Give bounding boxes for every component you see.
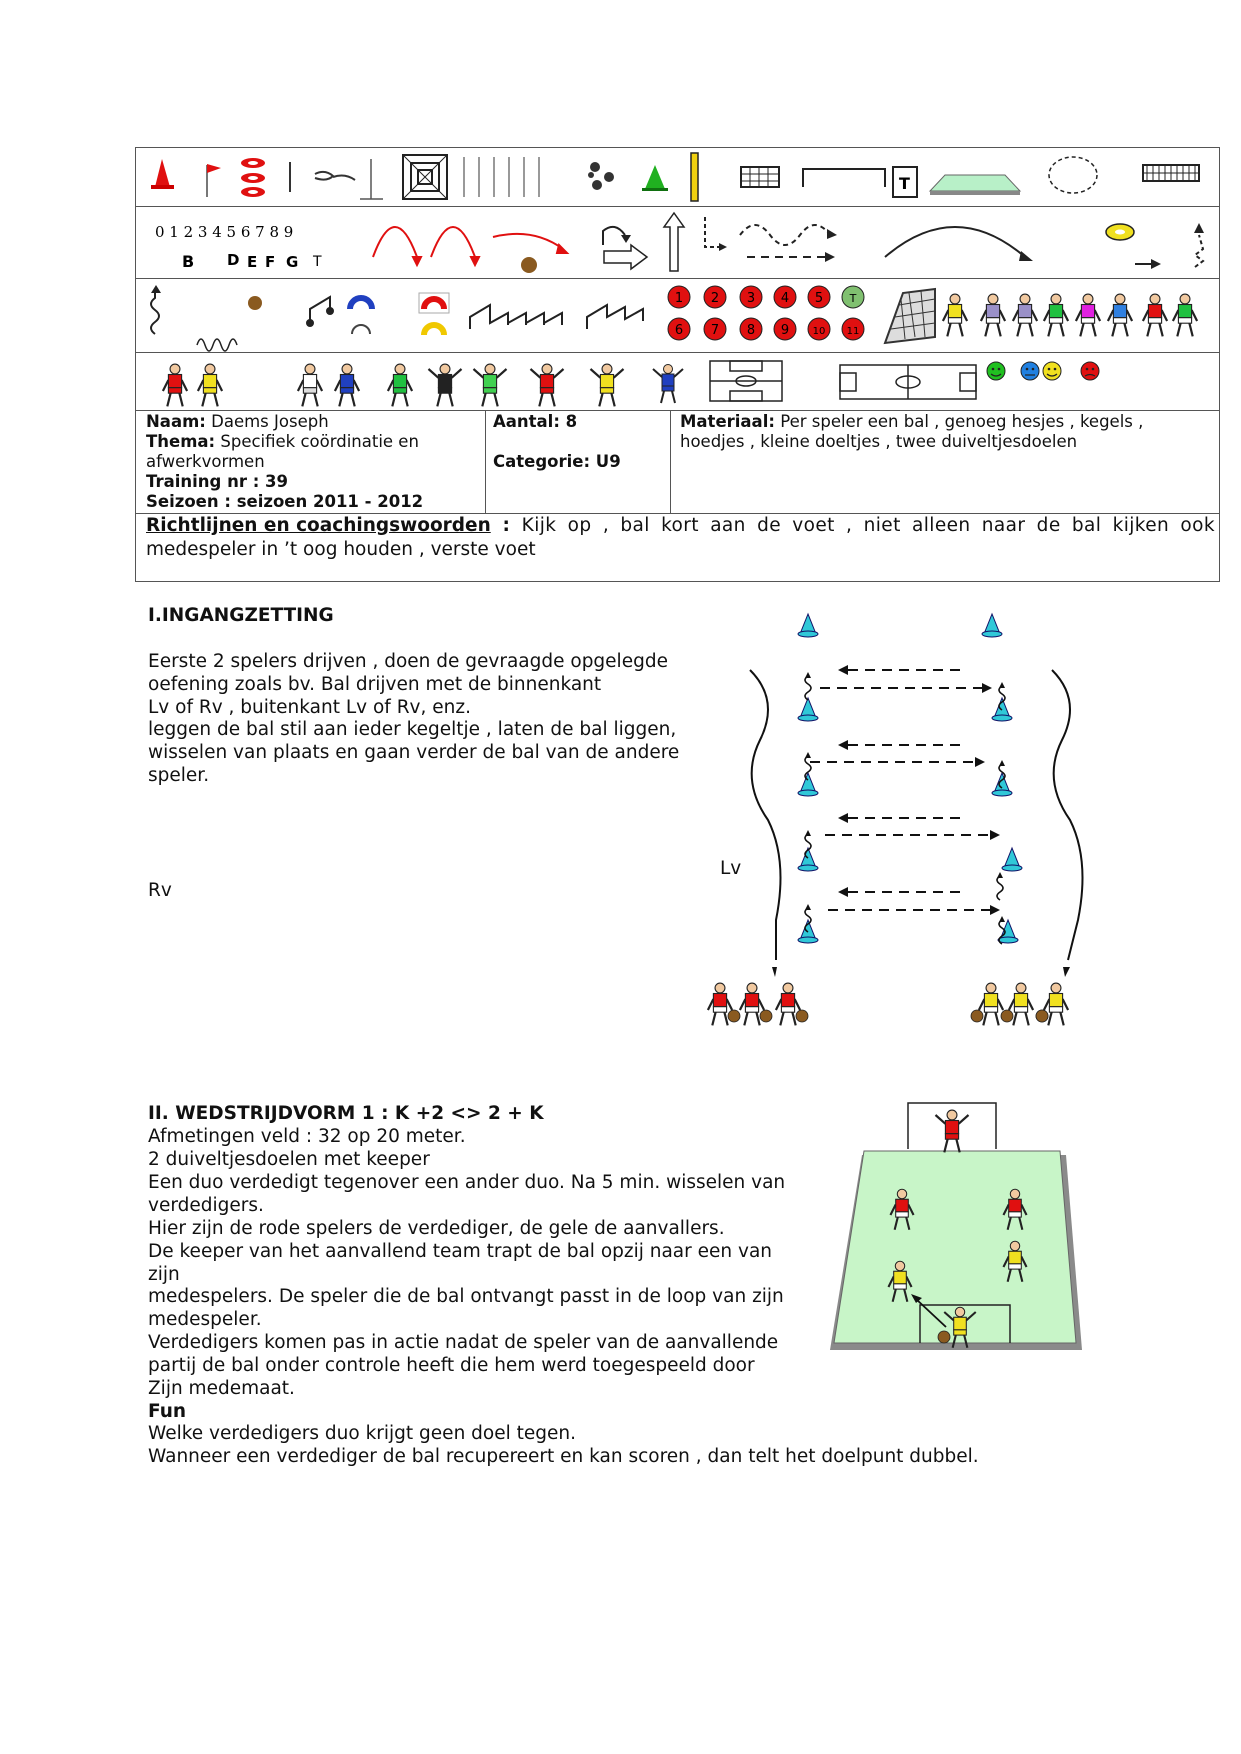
player-icon [981,294,1005,336]
materiaal-value: Per speler een bal , genoeg hesjes , kegels , [780,412,1144,431]
big-goal-icon [1143,165,1199,181]
player-icon [335,364,359,406]
ball-icon [521,257,537,273]
section1-title: I.INGANGZETTING [148,605,334,626]
player-icon [531,364,564,406]
flag-icon [207,164,221,197]
section2-line: Afmetingen veld : 32 op 20 meter. [148,1126,466,1147]
ball-icon [971,1010,983,1022]
smiley-icon [987,362,1099,380]
svg-text:2: 2 [710,291,720,306]
player-icon [388,364,412,406]
section1-line: Eerste 2 spelers drijven , doen de gevraagde opgelegde [148,651,668,672]
section2-line: Verdedigers komen pas in actie nadat de speler van de aanvallende [148,1332,779,1353]
info-middle [493,412,663,472]
coaching-colon: : [502,515,510,536]
square-icon [403,155,447,199]
coaching-text-1: Kijk op , bal kort aan de voet , niet alleen naar de bal kijken ook [521,515,1215,536]
coaching-block [146,514,1215,562]
svg-text:T: T [849,292,857,305]
letter-g: G [286,253,299,271]
aantal-label: Aantal: 8 [493,412,578,431]
ball-icon [248,296,262,310]
thema-value: Specifiek coördinatie en [220,432,419,451]
net-icon [741,167,779,187]
rv-label: Rv [148,880,172,901]
hollow-arrow-right-icon [604,245,647,269]
rebound-net-icon [885,289,935,343]
section2-line: Een duo verdedigt tegenover een ander duo. Na 5 min. wisselen van [148,1172,786,1193]
cone-icon [998,920,1018,943]
drill-diagram-2 [820,1095,1100,1365]
hurdle-icon [307,297,333,326]
letter-d: D [227,251,240,269]
ball-icon [938,1331,950,1343]
svg-text:10: 10 [812,326,826,337]
svg-text:6: 6 [674,323,684,338]
player-icon [1173,294,1197,336]
section2-title: II. WEDSTRIJDVORM 1 : K +2 <> 2 + K [148,1103,544,1124]
materiaal-label: Materiaal: [680,412,775,431]
poles-icon [464,157,539,197]
player-icon [936,1110,969,1152]
player-icon [1044,294,1068,336]
yellow-arc-icon [424,325,444,335]
number-balls [668,286,864,340]
red-arc-arrow-icon [373,227,567,265]
info-left [146,412,481,512]
svg-text:7: 7 [710,323,720,338]
pole-icon [691,153,698,201]
cone-icon [798,698,818,721]
section2-line: Hier zijn de rode spelers de verdediger, de gele de aanvallers. [148,1218,725,1239]
seizoen-label: Seizoen : seizoen 2011 - 2012 [146,492,424,511]
svg-text:T: T [899,174,910,193]
info-right [680,412,1215,452]
naam-label: Naam: [146,412,206,431]
svg-text:5: 5 [814,291,824,306]
section2-line: zijn [148,1264,180,1285]
section2-line: De keeper van het aanvallend team trapt de bal opzij naar een van [148,1241,773,1262]
cone-icon [798,614,818,637]
ball-icon [1001,1010,1013,1022]
player-icon [163,364,187,406]
svg-text:1: 1 [674,291,684,306]
cone-icon [992,773,1012,796]
player-icon [591,364,624,406]
player-icon [1013,294,1037,336]
player-icon [298,364,322,406]
cone-icon [798,848,818,871]
section2-line: 2 duiveltjesdoelen met keeper [148,1149,430,1170]
letter-t: T [313,254,322,270]
player-icon [1076,294,1100,336]
hollow-arrow-up-icon [664,213,684,271]
categorie-label: Categorie: U9 [493,452,621,471]
ball-icon [760,1010,772,1022]
materiaal-value-2: hoedjes , kleine doeltjes , twee duiveltjesdoelen [680,432,1078,451]
pitch-area [834,1151,1076,1343]
player-icon [653,365,683,404]
svg-text:3: 3 [746,291,756,306]
fun-line: Wanneer een verdediger de bal recupereert en kan scoren , dan telt het doelpunt dubbel. [148,1446,979,1467]
training-label: Training nr : 39 [146,472,289,491]
player-figures [943,294,1197,336]
section2-line: verdedigers. [148,1195,264,1216]
cone-icon [1002,848,1022,871]
ball-icon [796,1010,808,1022]
goal-icon [803,169,885,187]
symbol-row-2 [135,207,1220,279]
digits-legend: 0 1 2 3 4 5 6 7 8 9 [155,223,294,241]
section1-line: speler. [148,765,210,786]
section1-line: Lv of Rv , buitenkant Lv of Rv, enz. [148,697,471,718]
naam-value: Daems Joseph [211,412,329,431]
letter-e: E [247,253,258,271]
drill-diagram-1 [700,610,1120,1030]
player-figures [163,364,683,406]
ball-icon [588,162,614,190]
letter-f: F [265,253,276,271]
symbol-row-3 [135,279,1220,353]
ball-icon [1036,1010,1048,1022]
player-icon [429,364,462,406]
svg-text:8: 8 [746,323,756,338]
coaching-text-2: medespeler in ’t oog houden , verste voet [146,539,536,560]
blue-arc-icon [350,298,372,309]
hurdle-row-icon [470,305,643,329]
circle-zone-icon [1049,157,1097,193]
player-icon [943,294,967,336]
fun-line: Welke verdedigers duo krijgt geen doel tegen. [148,1423,577,1444]
marker-disc-icon [241,158,265,197]
section1-line: wisselen van plaats en gaan verder de bal van de andere [148,742,680,763]
section1-line: oefening zoals bv. Bal drijven met de binnenkant [148,674,602,695]
svg-text:9: 9 [780,323,790,338]
player-icon [1108,294,1132,336]
fun-label: Fun [148,1401,187,1422]
ball-icon [728,1010,740,1022]
cone-icon [798,773,818,796]
pitch-half-icon [710,361,782,401]
section2-line: partij de bal onder controle heeft die hem werd toegespeeld door [148,1355,755,1376]
pitch-full-icon [840,365,976,399]
coaching-label: Richtlijnen en coachingswoorden [146,515,491,536]
player-icon [1143,294,1167,336]
thema-value-2: afwerkvormen [146,452,265,471]
green-cone-icon [645,165,665,189]
symbol-row-4 [135,353,1220,411]
dribble-arrow-icon [151,292,159,334]
cone-icon [151,159,174,189]
thema-label: Thema: [146,432,216,451]
svg-text:4: 4 [780,291,790,306]
player-icon [474,364,507,406]
field-icon [930,175,1020,191]
section2-line: medespeler. [148,1309,262,1330]
svg-text:11: 11 [846,326,860,337]
lv-label: Lv [720,858,742,879]
section2-line: Zijn medemaat. [148,1378,295,1399]
section1-line: leggen de bal stil aan ieder kegeltje , laten de bal liggen, [148,719,677,740]
letter-b: B [182,252,195,271]
cone-icon [982,614,1002,637]
player-icon [198,364,222,406]
section2-line: medespelers. De speler die de bal ontvangt passt in de loop van zijn [148,1286,784,1307]
symbol-row-1 [135,147,1220,207]
